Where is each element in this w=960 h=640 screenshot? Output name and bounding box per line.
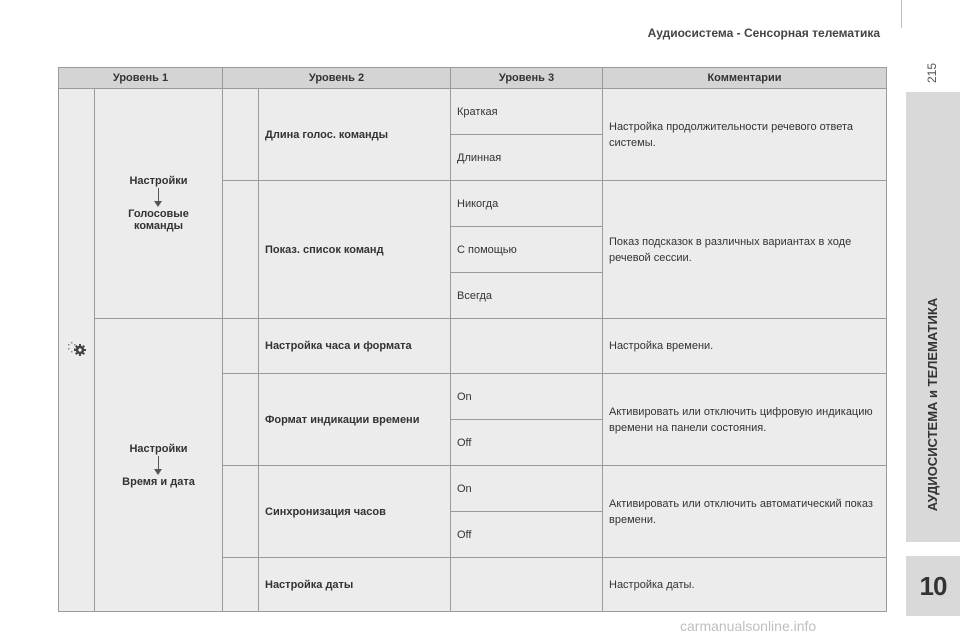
level2-clock-sync: Синхронизация часов — [259, 466, 451, 558]
table-header-row — [59, 68, 887, 89]
level2-time-display: Формат индикации времени — [259, 374, 451, 466]
arrow-down-icon — [154, 456, 163, 476]
option-on: On — [451, 374, 603, 420]
chapter-title: АУДИОСИСТЕМА и ТЕЛЕМАТИКА — [925, 297, 941, 512]
level2-blank — [223, 374, 259, 466]
level2-blank — [223, 181, 259, 319]
option-long: Длинная — [451, 135, 603, 181]
level2-blank — [223, 319, 259, 374]
level1-path-time — [95, 319, 223, 612]
watermark: carmanualsonline.info — [680, 618, 817, 634]
option-never: Никогда — [451, 181, 603, 227]
chapter-number: 10 — [906, 556, 960, 616]
chapter-title-container — [906, 92, 960, 542]
level2-hour-format: Настройка часа и формата — [259, 319, 451, 374]
option-off: Off — [451, 512, 603, 558]
header-level-2: Уровень 2 — [223, 68, 451, 89]
comment-time-display: Активировать или отключить цифровую индикацию времени на панели состояния. — [603, 374, 887, 466]
comment-clock-sync: Активировать или отключить автоматический показ времени. — [603, 466, 887, 558]
arrow-down-icon — [154, 188, 163, 208]
comment-command-list: Показ подсказок в различных вариантах в ходе речевой сессии. — [603, 181, 887, 319]
table-row — [59, 89, 887, 135]
header-level-1: Уровень 1 — [59, 68, 223, 89]
level2-command-list: Показ. список команд — [259, 181, 451, 319]
path-time-label: Время и дата — [122, 475, 195, 488]
comment-date-setting: Настройка даты. — [603, 558, 887, 612]
option-short: Краткая — [451, 89, 603, 135]
option-always: Всегда — [451, 273, 603, 319]
path-voice-label-2: команды — [133, 220, 184, 232]
level2-date-setting: Настройка даты — [259, 558, 451, 612]
table-row — [59, 319, 887, 374]
option-on: On — [451, 466, 603, 512]
level1-path-voice — [95, 89, 223, 319]
level1-icon-cell — [59, 89, 95, 612]
level2-blank — [223, 89, 259, 181]
header-comments: Комментарии — [603, 68, 887, 89]
option-empty — [451, 319, 603, 374]
side-divider — [901, 0, 902, 28]
level2-command-length: Длина голос. команды — [259, 89, 451, 181]
option-empty — [451, 558, 603, 612]
comment-command-length: Настройка продолжительности речевого ответа системы. — [603, 89, 887, 181]
header-level-3: Уровень 3 — [451, 68, 603, 89]
option-with-help: С помощью — [451, 227, 603, 273]
level2-blank — [223, 466, 259, 558]
menu-table — [58, 67, 887, 612]
level2-blank — [223, 558, 259, 612]
option-off: Off — [451, 420, 603, 466]
settings-gear-icon — [66, 340, 88, 358]
path-settings-label: Настройки — [129, 175, 188, 187]
path-voice-label-1: Голосовые — [128, 208, 189, 220]
page-header-title: Аудиосистема - Сенсорная телематика — [647, 26, 880, 40]
path-settings-label: Настройки — [129, 442, 188, 455]
page-number: 215 — [925, 62, 939, 84]
comment-hour-format: Настройка времени. — [603, 319, 887, 374]
